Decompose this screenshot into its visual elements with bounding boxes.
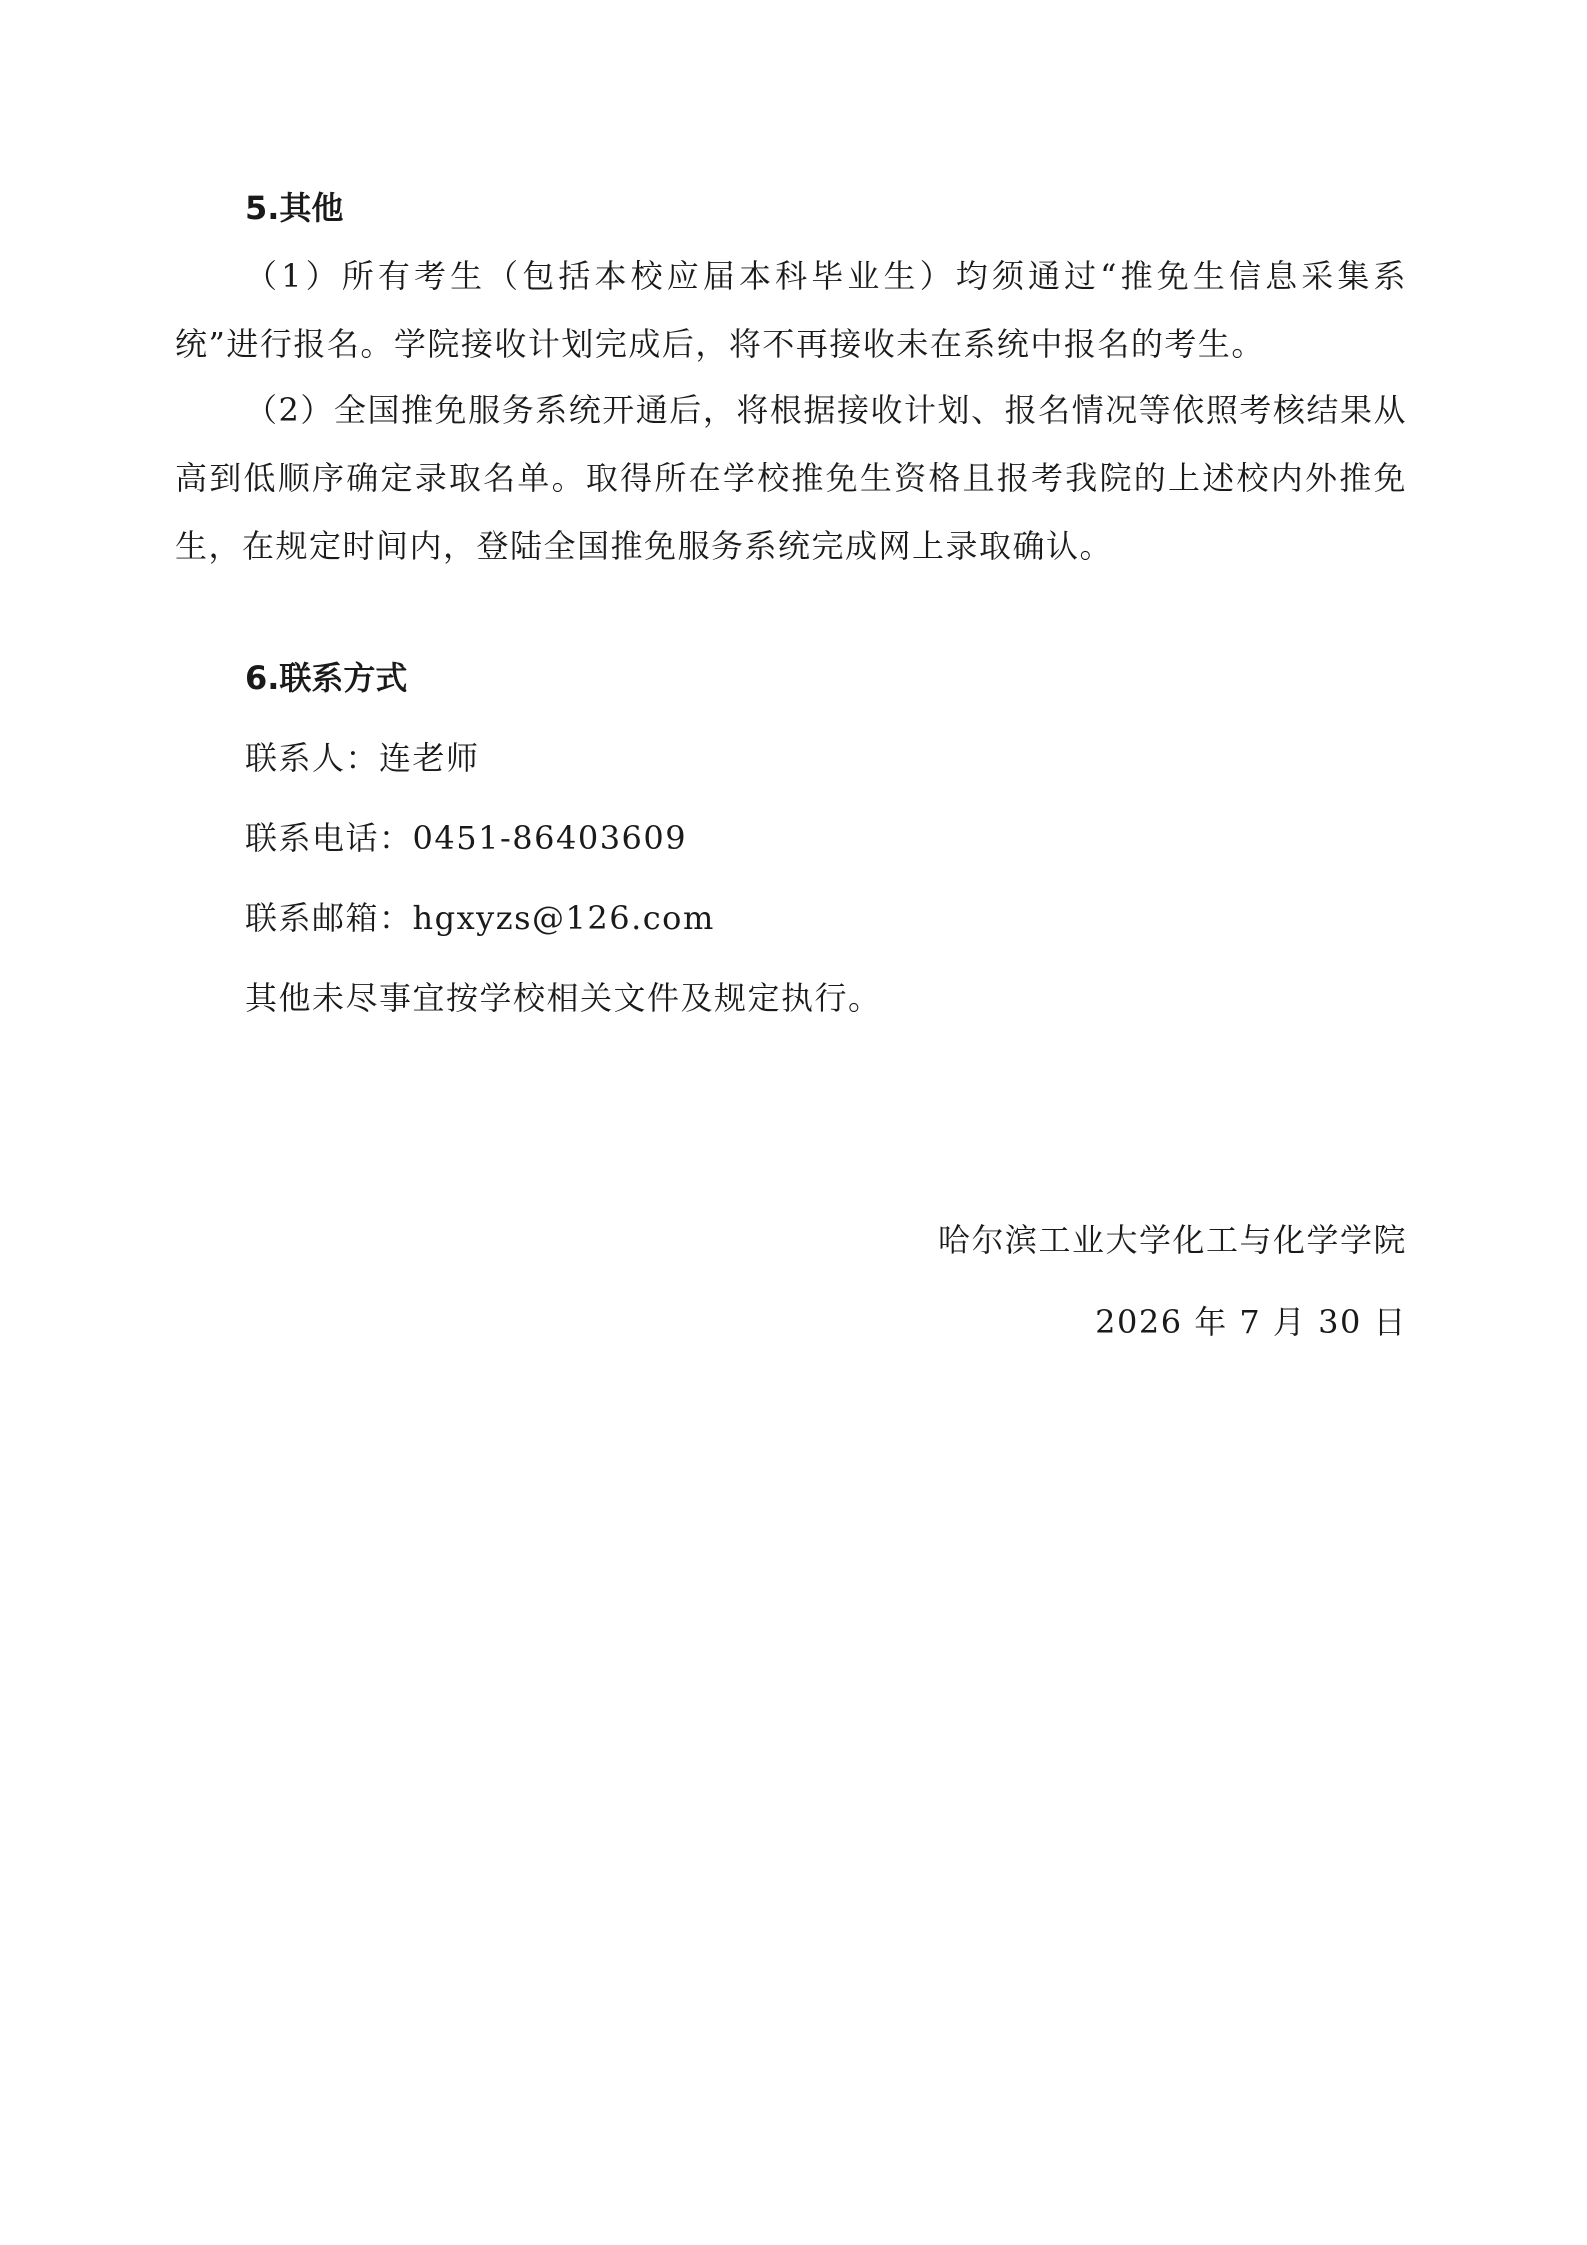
closing-note: 其他未尽事宜按学校相关文件及规定执行。	[245, 979, 882, 1017]
section-5-paragraph-2	[175, 376, 1407, 580]
section-5-heading: 5.其他	[245, 189, 344, 227]
contact-email: 联系邮箱：hgxyzs@126.com	[245, 899, 715, 937]
signature-organization: 哈尔滨工业大学化工与化学学院	[937, 1221, 1407, 1259]
contact-person: 联系人：连老师	[245, 739, 480, 777]
section-5-paragraph-1	[175, 242, 1407, 378]
paragraph-text: （1）所有考生（包括本校应届本科毕业生）均须通过“推免生信息采集系统”进行报名。学院接收计划完成后，将不再接收未在系统中报名的考生。	[175, 257, 1407, 363]
paragraph-text: （2）全国推免服务系统开通后，将根据接收计划、报名情况等依照考核结果从高到低顺序确定录取名单。取得所在学校推免生资格且报考我院的上述校内外推免生，在规定时间内，登陆全国推免服务系统完成网上录取确认。	[175, 391, 1407, 565]
signature-date: 2026 年 7 月 30 日	[1095, 1303, 1407, 1341]
section-6-heading: 6.联系方式	[245, 659, 408, 697]
contact-phone: 联系电话：0451-86403609	[245, 819, 688, 857]
